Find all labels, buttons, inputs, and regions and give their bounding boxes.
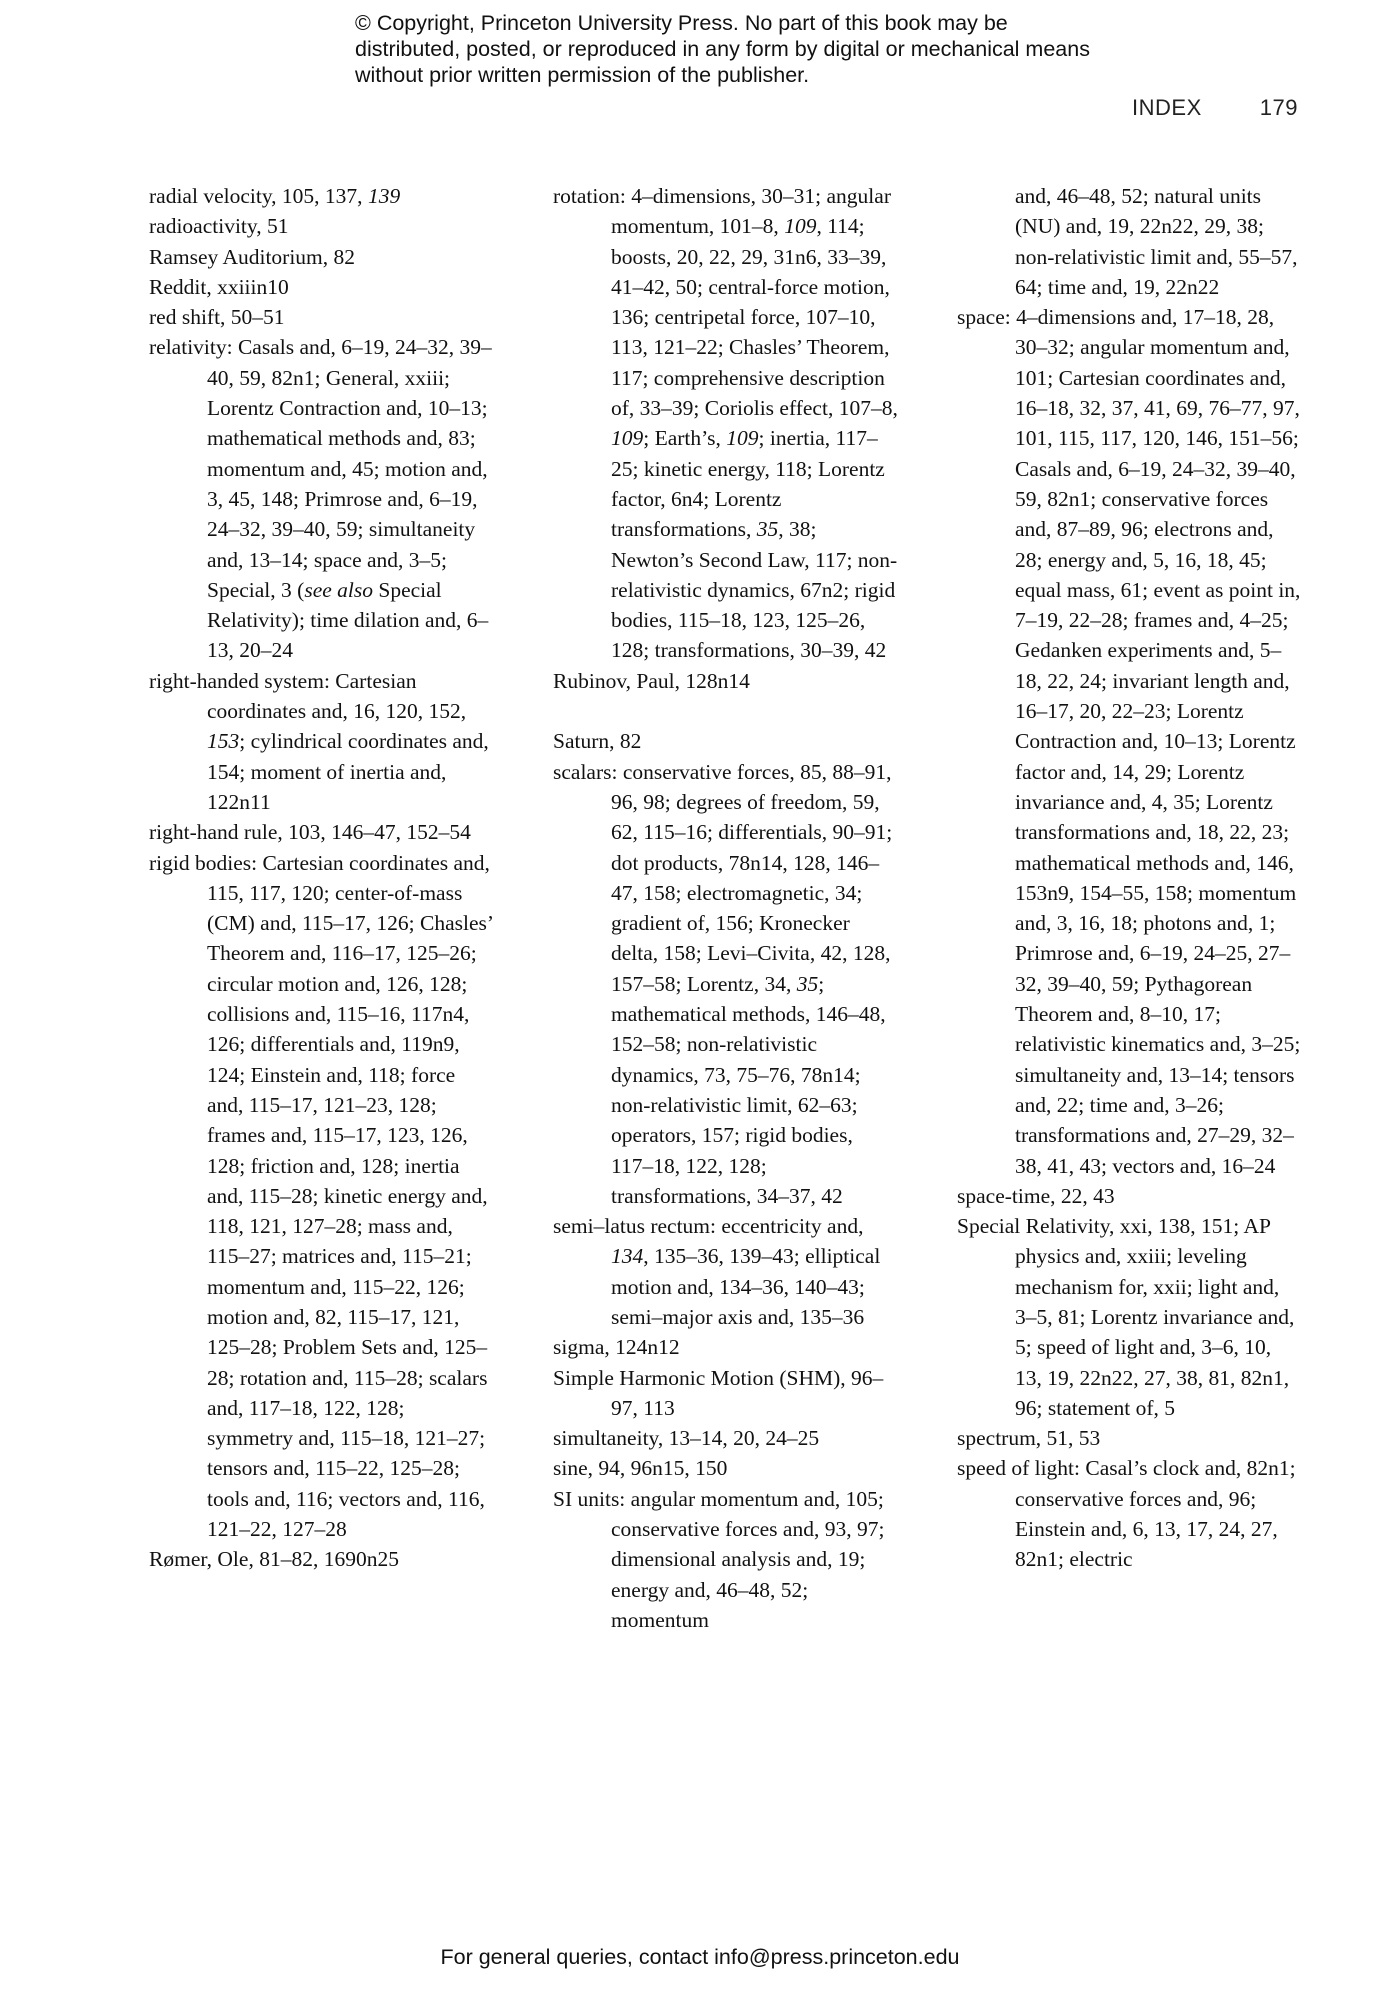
index-entry: radioactivity, 51 (149, 214, 289, 239)
index-entry: Rømer, Ole, 81–82, 1690n25 (149, 1547, 399, 1572)
index-entry: SI units: angular momentum and, 105; conservative forces and, 93, 97; dimensional analysis and, 19; energy and, 46–48, 52; momentum (553, 1486, 885, 1632)
index-entry: relativity: Casals and, 6–19, 24–32, 39–40, 59, 82n1; General, xxiii; Lorentz Contraction and, 10–13; mathematical methods and, 83; momentum and, 45; motion and, 3, 45, 148; Primrose and, 6–19, 24–32, 39–40, 59; simultaneity and, 13–14; space and, 3–5; Special, 3 (see also Special Relativity); time dilation and, 6–13, 20–24 (149, 335, 492, 663)
page-number: 179 (1259, 95, 1298, 120)
index-entry: spectrum, 51, 53 (957, 1426, 1101, 1451)
index-entry: red shift, 50–51 (149, 305, 285, 330)
index-entry: Reddit, xxiiin10 (149, 274, 289, 299)
index-entry: sigma, 124n12 (553, 1335, 680, 1360)
index-entry: right-handed system: Cartesian coordinates and, 16, 120, 152, 153; cylindrical coordinates and, 154; moment of inertia and, 122n11 (149, 668, 489, 814)
index-entry: Special Relativity, xxi, 138, 151; AP physics and, xxiii; leveling mechanism for, xxii; light and, 3–5, 81; Lorentz invariance and, 5; speed of light and, 3–6, 10, 13, 19, 22n22, 27, 38, 81, 82n1, 96; statement of, 5 (957, 1214, 1295, 1420)
section-spacer (553, 696, 899, 726)
copyright-notice: © Copyright, Princeton University Press. No part of this book may be distributed, posted, or reproduced in any form by digital or mechanical means without prior written permission of the publisher. (355, 11, 1090, 87)
index-entry: speed of light: Casal’s clock and, 82n1; conservative forces and, 96; Einstein and, 6, 13, 17, 24, 27, 82n1; electric (957, 1456, 1296, 1572)
section-title: INDEX (1132, 95, 1202, 120)
footer-contact: For general queries, contact info@press.princeton.edu (440, 1945, 960, 1969)
index-entry: rigid bodies: Cartesian coordinates and, 115, 117, 120; center-of-mass (CM) and, 115–17, 126; Chasles’ Theorem and, 116–17, 125–26; circular motion and, 126, 128; collisions and, 115–16, 117n4, 126; differentials and, 119n9, 124; Einstein and, 118; force and, 115–17, 121–23, 128; frames and, 115–17, 123, 126, 128; friction and, 128; inertia and, 115–28; kinetic energy and, 118, 121, 127–28; mass and, 115–27; matrices and, 115–21; momentum and, 115–22, 126; motion and, 82, 115–17, 121, 125–28; Problem Sets and, 125–28; rotation and, 115–28; scalars and, 117–18, 122, 128; symmetry and, 115–18, 121–27; tensors and, 115–22, 125–28; tools and, 116; vectors and, 116, 121–22, 127–28 (149, 850, 493, 1542)
index-entry: semi–latus rectum: eccentricity and, 134, 135–36, 139–43; elliptical motion and, 134–36, 140–43; semi–major axis and, 135–36 (553, 1214, 881, 1329)
index-entry: space: 4–dimensions and, 17–18, 28, 30–32; angular momentum and, 101; Cartesian coordinates and, 16–18, 32, 37, 41, 69, 76–77, 97, 101, 115, 117, 120, 146, 151–56; Casals and, 6–19, 24–32, 39–40, 59, 82n1; conservative forces and, 87–89, 96; electrons and, 28; energy and, 5, 16, 18, 45; equal mass, 61; event as point in, 7–19, 22–28; frames and, 4–25; Gedanken experiments and, 5–18, 22, 24; invariant length and, 16–17, 20, 22–23; Lorentz Contraction and, 10–13; Lorentz factor and, 14, 29; Lorentz invariance and, 4, 35; Lorentz transformations and, 18, 22, 23; mathematical methods and, 146, 153n9, 154–55, 158; momentum and, 3, 16, 18; photons and, 1; Primrose and, 6–19, 24–25, 27–32, 39–40, 59; Pythagorean Theorem and, 8–10, 17; relativistic kinematics and, 3–25; simultaneity and, 13–14; tensors and, 22; time and, 3–26; transformations and, 27–29, 32–38, 41, 43; vectors and, 16–24 (957, 305, 1301, 1178)
index-entry: and, 46–48, 52; natural units (NU) and, 19, 22n22, 29, 38; non-relativistic limit and, 55–57, 64; time and, 19, 22n22 (1015, 184, 1298, 299)
index-entry: right-hand rule, 103, 146–47, 152–54 (149, 820, 471, 845)
index-entry: simultaneity, 13–14, 20, 24–25 (553, 1426, 820, 1451)
index-entry: Ramsey Auditorium, 82 (149, 244, 356, 269)
index-column-1 (149, 181, 495, 1575)
index-entry: rotation: 4–dimensions, 30–31; angular momentum, 101–8, 109, 114; boosts, 20, 22, 29, 31n6, 33–39, 41–42, 50; central-force motion, 136; centripetal force, 107–10, 113, 121–22; Chasles’ Theorem, 117; comprehensive description of, 33–39; Coriolis effect, 107–8, 109; Earth’s, 109; inertia, 117–25; kinetic energy, 118; Lorentz factor, 6n4; Lorentz transformations, 35, 38; Newton’s Second Law, 117; non-relativistic dynamics, 67n2; rigid bodies, 115–18, 123, 125–26, 128; transformations, 30–39, 42 (553, 184, 898, 663)
index-entry: radial velocity, 105, 137, 139 (149, 184, 401, 208)
index-column-3 (957, 181, 1303, 1575)
index-entry: Rubinov, Paul, 128n14 (553, 668, 750, 693)
running-head (1132, 95, 1298, 121)
index-entry: scalars: conservative forces, 85, 88–91, 96, 98; degrees of freedom, 59, 62, 115–16; differentials, 90–91; dot products, 78n14, 128, 146–47, 158; electromagnetic, 34; gradient of, 156; Kronecker delta, 158; Levi–Civita, 42, 128, 157–58; Lorentz, 34, 35; mathematical methods, 146–48, 152–58; non-relativistic dynamics, 73, 75–76, 78n14; non-relativistic limit, 62–63; operators, 157; rigid bodies, 117–18, 122, 128; transformations, 34–37, 42 (553, 759, 893, 1208)
index-entry: Saturn, 82 (553, 729, 642, 754)
index-entry: space-time, 22, 43 (957, 1183, 1115, 1208)
index-entry: sine, 94, 96n15, 150 (553, 1456, 728, 1481)
index-entry: Simple Harmonic Motion (SHM), 96–97, 113 (553, 1365, 884, 1420)
index-column-2 (553, 181, 899, 1635)
